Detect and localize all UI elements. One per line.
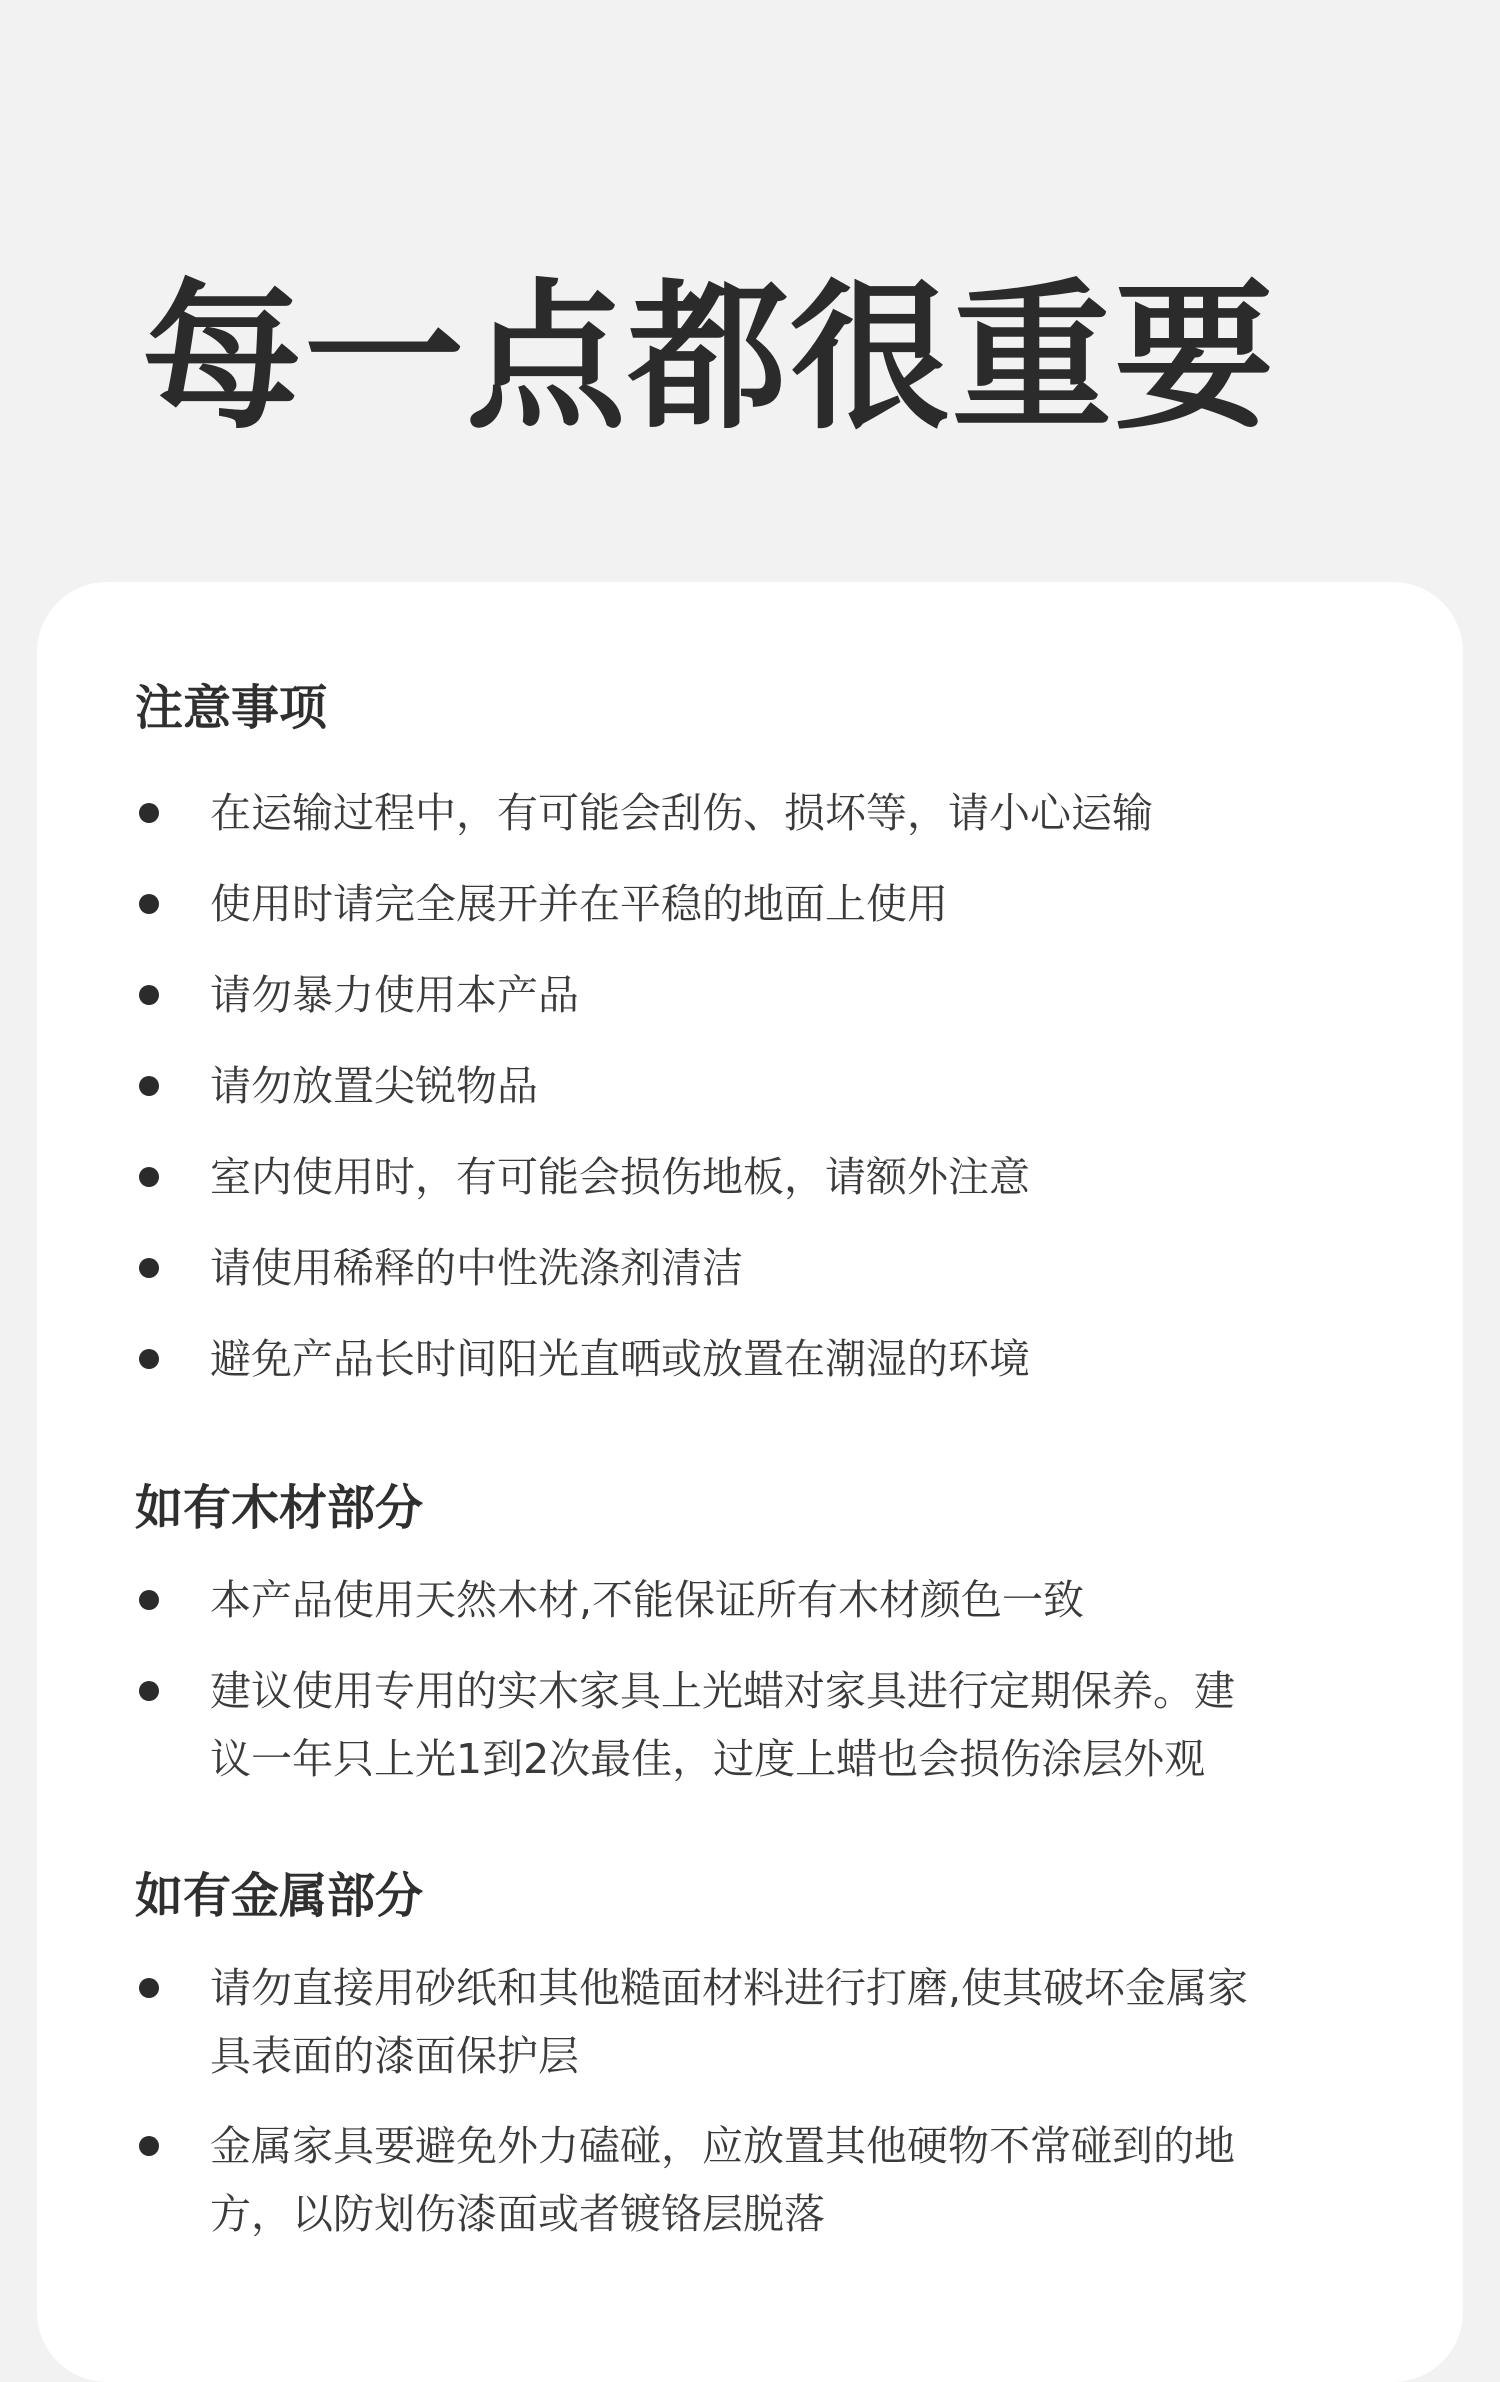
bullet-dot-icon xyxy=(139,803,159,823)
list-item-text: 请勿暴力使用本产品 xyxy=(210,971,579,1019)
list-item-text: 本产品使用天然木材,不能保证所有木材颜色一致 xyxy=(210,1576,1085,1624)
section-heading: 如有木材部分 xyxy=(135,1480,424,1536)
care-instructions-card xyxy=(37,582,1463,2382)
bullet-dot-icon xyxy=(139,1167,159,1187)
list-item-text: 避免产品长时间阳光直晒或放置在潮湿的环境 xyxy=(210,1335,1030,1383)
bullet-dot-icon xyxy=(139,1978,159,1998)
bullet-dot-icon xyxy=(139,1681,159,1701)
page-title: 每一点都很重要 xyxy=(142,264,1277,451)
list-item-text-line-2: 具表面的漆面保护层 xyxy=(210,2032,579,2080)
list-item-text-line-1: 请勿直接用砂纸和其他糙面材料进行打磨,使其破坏金属家 xyxy=(210,1964,1249,2012)
list-item-text: 请使用稀释的中性洗涤剂清洁 xyxy=(210,1244,743,1292)
bullet-dot-icon xyxy=(139,1590,159,1610)
bullet-dot-icon xyxy=(139,1076,159,1096)
bullet-dot-icon xyxy=(139,2136,159,2156)
bullet-dot-icon xyxy=(139,1349,159,1369)
bullet-dot-icon xyxy=(139,985,159,1005)
list-item-text: 室内使用时，有可能会损伤地板，请额外注意 xyxy=(210,1153,1030,1201)
section-heading: 如有金属部分 xyxy=(135,1868,424,1924)
list-item-text-line-2: 议一年只上光1到2次最佳，过度上蜡也会损伤涂层外观 xyxy=(210,1735,1206,1783)
section-heading: 注意事项 xyxy=(135,680,328,736)
list-item-text-line-2: 方，以防划伤漆面或者镀铬层脱落 xyxy=(210,2190,825,2238)
bullet-dot-icon xyxy=(139,894,159,914)
list-item-text: 请勿放置尖锐物品 xyxy=(210,1062,538,1110)
bullet-dot-icon xyxy=(139,1258,159,1278)
list-item-text-line-1: 建议使用专用的实木家具上光蜡对家具进行定期保养。建 xyxy=(210,1667,1235,1715)
list-item-text: 在运输过程中，有可能会刮伤、损坏等，请小心运输 xyxy=(210,789,1153,837)
list-item-text: 使用时请完全展开并在平稳的地面上使用 xyxy=(210,880,948,928)
list-item-text-line-1: 金属家具要避免外力磕碰，应放置其他硬物不常碰到的地 xyxy=(210,2122,1235,2170)
